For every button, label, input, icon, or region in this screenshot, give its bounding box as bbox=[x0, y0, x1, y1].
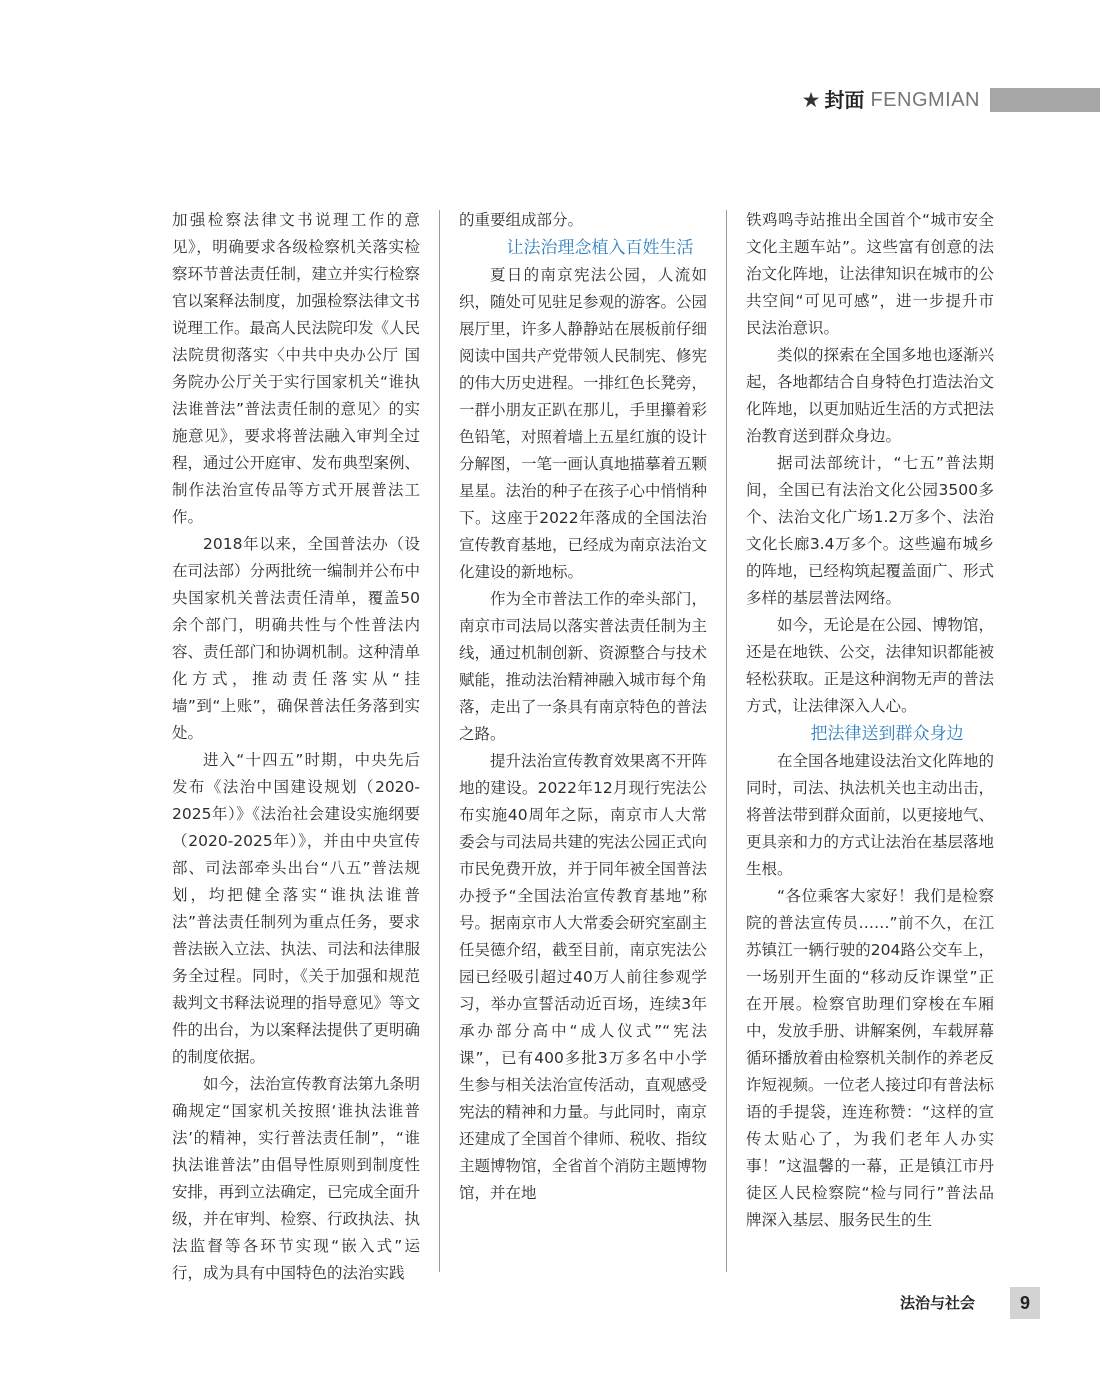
header-bar bbox=[990, 88, 1100, 112]
page-number: 9 bbox=[1010, 1287, 1040, 1319]
section-header bbox=[802, 88, 1100, 112]
section-subtitle: FENGMIAN bbox=[870, 89, 980, 111]
paragraph: 夏日的南京宪法公园，人流如织，随处可见驻足参观的游客。公园展厅里，许多人静静站在展板前仔细阅读中国共产党带领人民制宪、修宪的伟大历史进程。一排红色长凳旁，一群小朋友正趴在那儿，手里攥着彩色铅笔，对照着墙上五星红旗的设计分解图，一笔一画认真地描摹着五颗星星。法治的种子在孩子心中悄悄种下。这座于2022年落成的全国法治宣传教育基地，已经成为南京法治文化建设的新地标。 bbox=[459, 266, 708, 581]
column-2 bbox=[459, 207, 707, 1207]
paragraph: 如今，法治宣传教育法第九条明确规定“国家机关按照‘谁执法谁普法’的精神，实行普法责任制”，“谁执法谁普法”由倡导性原则到制度性安排，再到立法确定，已完成全面升级，并在审判、检察、行政执法、执法监督等各环节实现“嵌入式”运行，成为具有中国特色的法治实践 bbox=[172, 1075, 421, 1282]
column-3 bbox=[746, 207, 994, 1234]
paragraph: 进入“十四五”时期，中央先后发布《法治中国建设规划（2020-2025年）》《法治社会建设实施纲要（2020-2025年）》，并由中央宣传部、司法部牵头出台“八五”普法规划，均把健全落实“谁执法谁普法”普法责任制列为重点任务，要求普法嵌入立法、执法、司法和法律服务全过程。同时，《关于加强和规范裁判文书释法说理的指导意见》等文件的出台，为以案释法提供了更明确的制度依据。 bbox=[172, 751, 421, 1066]
star-icon: ★ bbox=[801, 88, 821, 112]
section-heading: 把法律送到群众身边 bbox=[810, 724, 964, 744]
paragraph: “各位乘客大家好！我们是检察院的普法宣传员……”前不久，在江苏镇江一辆行驶的204路公交车上，一场别开生面的“移动反诈课堂”正在开展。检察官助理们穿梭在车厢中，发放手册、讲解案例，车载屏幕循环播放着由检察机关制作的养老反诈短视频。一位老人接过印有普法标语的手提袋，连连称赞：“这样的宣传太贴心了，为我们老年人办实事！”这温馨的一幕，正是镇江市丹徒区人民检察院“检与同行”普法品牌深入基层、服务民生的生 bbox=[746, 887, 995, 1229]
column-divider bbox=[439, 210, 440, 1272]
section-title: 封面 bbox=[824, 88, 865, 112]
paragraph: 如今，无论是在公园、博物馆，还是在地铁、公交，法律知识都能被轻松获取。正是这种润物无声的普法方式，让法律深入人心。 bbox=[746, 616, 995, 715]
paragraph: 在全国各地建设法治文化阵地的同时，司法、执法机关也主动出击，将普法带到群众面前，以更接地气、更具亲和力的方式让法治在基层落地生根。 bbox=[746, 752, 995, 878]
paragraph: 加强检察法律文书说理工作的意见》，明确要求各级检察机关落实检察环节普法责任制，建立并实行检察官以案释法制度，加强检察法律文书说理工作。最高人民法院印发《人民法院贯彻落实〈中共中央办公厅 国务院办公厅关于实行国家机关“谁执法谁普法”普法责任制的意见〉的实施意见》，要求将普法融入审判全过程，通过公开庭审、发布典型案例、制作法治宣传品等方式开展普法工作。 bbox=[172, 211, 421, 526]
paragraph: 作为全市普法工作的牵头部门，南京市司法局以落实普法责任制为主线，通过机制创新、资源整合与技术赋能，推动法治精神融入城市每个角落，走出了一条具有南京特色的普法之路。 bbox=[459, 590, 708, 743]
section-heading: 让法治理念植入百姓生活 bbox=[506, 238, 694, 258]
paragraph: 据司法部统计，“七五”普法期间，全国已有法治文化公园3500多个、法治文化广场1.2万多个、法治文化长廊3.4万多个。这些遍布城乡的阵地，已经构筑起覆盖面广、形式多样的基层普法网络。 bbox=[746, 454, 995, 607]
magazine-title: 法治与社会 bbox=[900, 1294, 976, 1312]
paragraph: 2018年以来，全国普法办（设在司法部）分两批统一编制并公布中央国家机关普法责任清单，覆盖50余个部门，明确共性与个性普法内容、责任部门和协调机制。这种清单化方式，推动责任落实从“挂墙”到“上账”，确保普法任务落到实处。 bbox=[172, 535, 421, 742]
paragraph: 提升法治宣传教育效果离不开阵地的建设。2022年12月现行宪法公布实施40周年之际，南京市人大常委会与司法局共建的宪法公园正式向市民免费开放，并于同年被全国普法办授予“全国法治宣传教育基地”称号。据南京市人大常委会研究室副主任吴德介绍，截至目前，南京宪法公园已经吸引超过40万人前往参观学习，举办宣誓活动近百场，连续3年承办部分高中“成人仪式”“宪法课”，已有400多批3万多名中小学生参与相关法治宣传活动，直观感受宪法的精神和力量。与此同时，南京还建成了全国首个律师、税收、指纹主题博物馆，全省首个消防主题博物馆，并在地 bbox=[459, 752, 708, 1202]
column-1 bbox=[172, 207, 420, 1287]
column-divider bbox=[726, 210, 727, 1272]
paragraph: 类似的探索在全国多地也逐渐兴起，各地都结合自身特色打造法治文化阵地，以更加贴近生活的方式把法治教育送到群众身边。 bbox=[746, 346, 995, 445]
paragraph: 的重要组成部分。 bbox=[459, 211, 584, 229]
paragraph: 铁鸡鸣寺站推出全国首个“城市安全文化主题车站”。这些富有创意的法治文化阵地，让法律知识在城市的公共空间“可见可感”，进一步提升市民法治意识。 bbox=[746, 211, 995, 337]
